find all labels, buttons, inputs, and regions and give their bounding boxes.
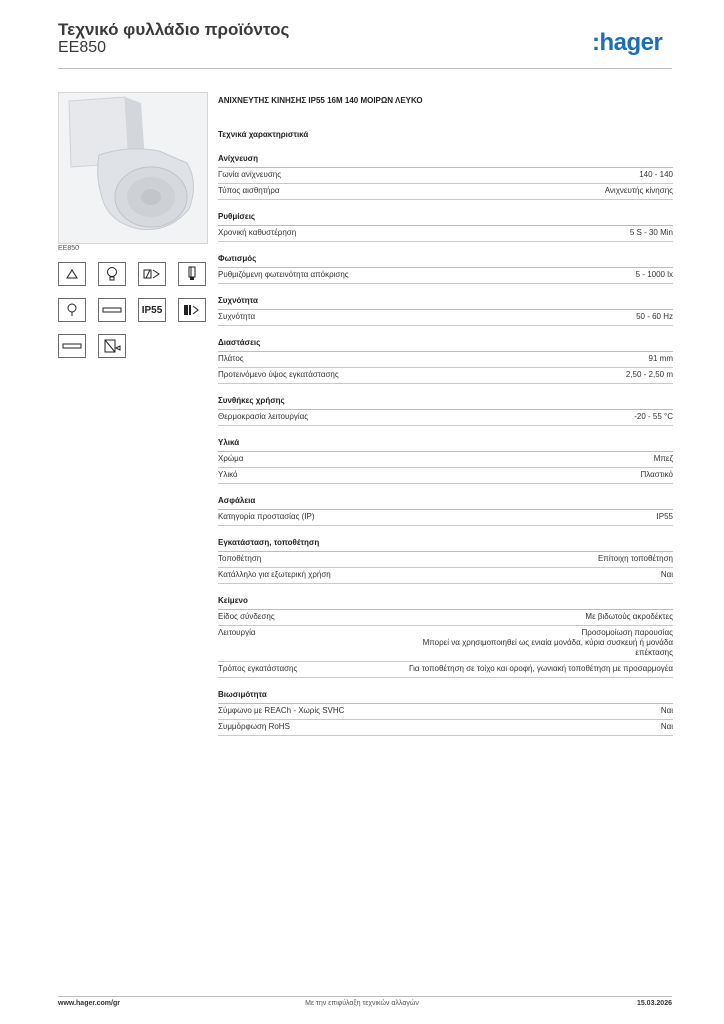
spec-row <box>218 410 673 426</box>
spec-label: Υλικό <box>218 470 238 479</box>
spec-row <box>218 720 673 736</box>
ip55-badge: IP55 <box>138 298 166 322</box>
section-title: Συχνότητα <box>218 296 673 310</box>
product-code: EE850 <box>58 39 107 56</box>
spec-value: -20 - 55 °C <box>634 412 673 421</box>
spec-row <box>218 310 673 326</box>
spec-value: Επίτοιχη τοποθέτηση <box>597 554 673 563</box>
spec-label: Ρυθμιζόμενη φωτεινότητα απόκρισης <box>218 270 349 279</box>
tech-heading: Τεχνικά χαρακτηριστικά <box>218 130 309 139</box>
spec-value: 50 - 60 Hz <box>636 312 673 321</box>
spec-section <box>218 254 673 284</box>
spec-section <box>218 690 673 736</box>
spec-row <box>218 268 673 284</box>
spec-value: IP55 <box>656 512 673 521</box>
spec-value: Προσομοίωση παρουσίας Μπορεί να χρησιμοποιηθεί ως ενιαία μονάδα, κύρια συσκευή ή μονάδα επέκτασης <box>422 628 673 657</box>
spec-section <box>218 596 673 678</box>
ceiling-mount-icon <box>58 262 86 286</box>
footer-note: Με την επιφύλαξη τεχνικών αλλαγών <box>305 1000 419 1007</box>
spec-label: Λειτουργία <box>218 628 256 637</box>
spec-value: 91 mm <box>648 354 673 363</box>
sensor-wave-icon <box>178 298 206 322</box>
spec-row <box>218 704 673 720</box>
spec-label: Τύπος αισθητήρα <box>218 186 280 195</box>
spec-section <box>218 496 673 526</box>
section-title: Ανίχνευση <box>218 154 673 168</box>
spec-value: Για τοποθέτηση σε τοίχο και οροφή, γωνιακή τοποθέτηση με προσαρμογέα <box>409 664 673 673</box>
spec-label: Θερμοκρασία λειτουργίας <box>218 412 309 421</box>
product-image <box>58 92 208 244</box>
footer-url[interactable]: www.hager.com/gr <box>58 1000 120 1007</box>
spec-value: 2,50 - 2,50 m <box>625 370 673 379</box>
spec-row <box>218 226 673 242</box>
spec-section <box>218 396 673 426</box>
strip-lamp-icon <box>58 334 86 358</box>
footer-date: 15.03.2026 <box>636 1000 672 1007</box>
spec-row <box>218 452 673 468</box>
spec-value: 140 - 140 <box>639 170 673 179</box>
spec-label: Προτεινόμενο ύψος εγκατάστασης <box>218 370 339 379</box>
spec-row <box>218 368 673 384</box>
spec-section <box>218 538 673 584</box>
spec-row <box>218 468 673 484</box>
spec-section <box>218 438 673 484</box>
spec-value: 5 - 1000 lx <box>635 270 673 279</box>
spec-value: Ναι <box>660 722 673 731</box>
spec-label: Χρονική καθυστέρηση <box>218 228 297 237</box>
spec-label: Χρώμα <box>218 454 244 463</box>
spec-section <box>218 296 673 326</box>
spec-row <box>218 662 673 678</box>
spec-section <box>218 212 673 242</box>
spec-label: Κατηγορία προστασίας (IP) <box>218 512 315 521</box>
spec-row <box>218 626 673 662</box>
spec-row <box>218 510 673 526</box>
spec-row <box>218 184 673 200</box>
product-title: ΑΝΙΧΝΕΥΤΗΣ ΚΙΝΗΣΗΣ IP55 16M 140 ΜΟΙΡΩΝ ΛΕΥΚΟ <box>218 96 423 105</box>
header-divider <box>58 68 672 69</box>
spec-row <box>218 610 673 626</box>
spec-label: Γωνία ανίχνευσης <box>218 170 282 179</box>
section-title: Φωτισμός <box>218 254 673 268</box>
product-image-caption: EE850 <box>58 245 80 252</box>
page-title: Τεχνικό φυλλάδιο προϊόντος <box>58 20 290 39</box>
spec-content <box>218 96 673 736</box>
section-title: Υλικά <box>218 438 673 452</box>
spec-label: Τρόπος εγκατάστασης <box>218 664 298 673</box>
spec-label: Κατάλληλο για εξωτερική χρήση <box>218 570 331 579</box>
spec-value: Πλαστικό <box>640 470 673 479</box>
spec-row <box>218 352 673 368</box>
spec-row <box>218 552 673 568</box>
section-title: Βιωσιμότητα <box>218 690 673 704</box>
fluorescent-tube-icon <box>178 262 206 286</box>
spec-section <box>218 154 673 200</box>
motion-sensor-icon <box>138 262 166 286</box>
section-title: Διαστάσεις <box>218 338 673 352</box>
spec-label: Συχνότητα <box>218 312 256 321</box>
spec-value: Με βιδωτούς ακροδέκτες <box>585 612 673 621</box>
spec-label: Πλάτος <box>218 354 244 363</box>
spec-row <box>218 168 673 184</box>
spec-value: 5 S - 30 Min <box>629 228 673 237</box>
section-title: Ρυθμίσεις <box>218 212 673 226</box>
spec-section <box>218 338 673 384</box>
bulb-icon <box>98 262 126 286</box>
spec-label: Τοποθέτηση <box>218 554 262 563</box>
bulb-small-icon <box>58 298 86 322</box>
section-title: Ασφάλεια <box>218 496 673 510</box>
spec-row <box>218 568 673 584</box>
section-title: Εγκατάσταση, τοποθέτηση <box>218 538 673 552</box>
spec-label: Συμμόρφωση RoHS <box>218 722 290 731</box>
spec-value: Μπεζ <box>653 454 673 463</box>
spec-value: Ανιχνευτής κίνησης <box>604 186 673 195</box>
section-title: Συνθήκες χρήσης <box>218 396 673 410</box>
hager-logo: :hager <box>592 29 663 56</box>
spec-value: Ναι <box>660 706 673 715</box>
linear-lamp-icon <box>98 298 126 322</box>
footer-divider <box>58 996 672 997</box>
switch-wiring-icon <box>98 334 126 358</box>
spec-sections <box>218 154 673 736</box>
spec-label: Σύμφωνο με REACh - Χωρίς SVHC <box>218 706 345 715</box>
spec-value: Ναι <box>660 570 673 579</box>
spec-label: Είδος σύνδεσης <box>218 612 275 621</box>
section-title: Κείμενο <box>218 596 673 610</box>
